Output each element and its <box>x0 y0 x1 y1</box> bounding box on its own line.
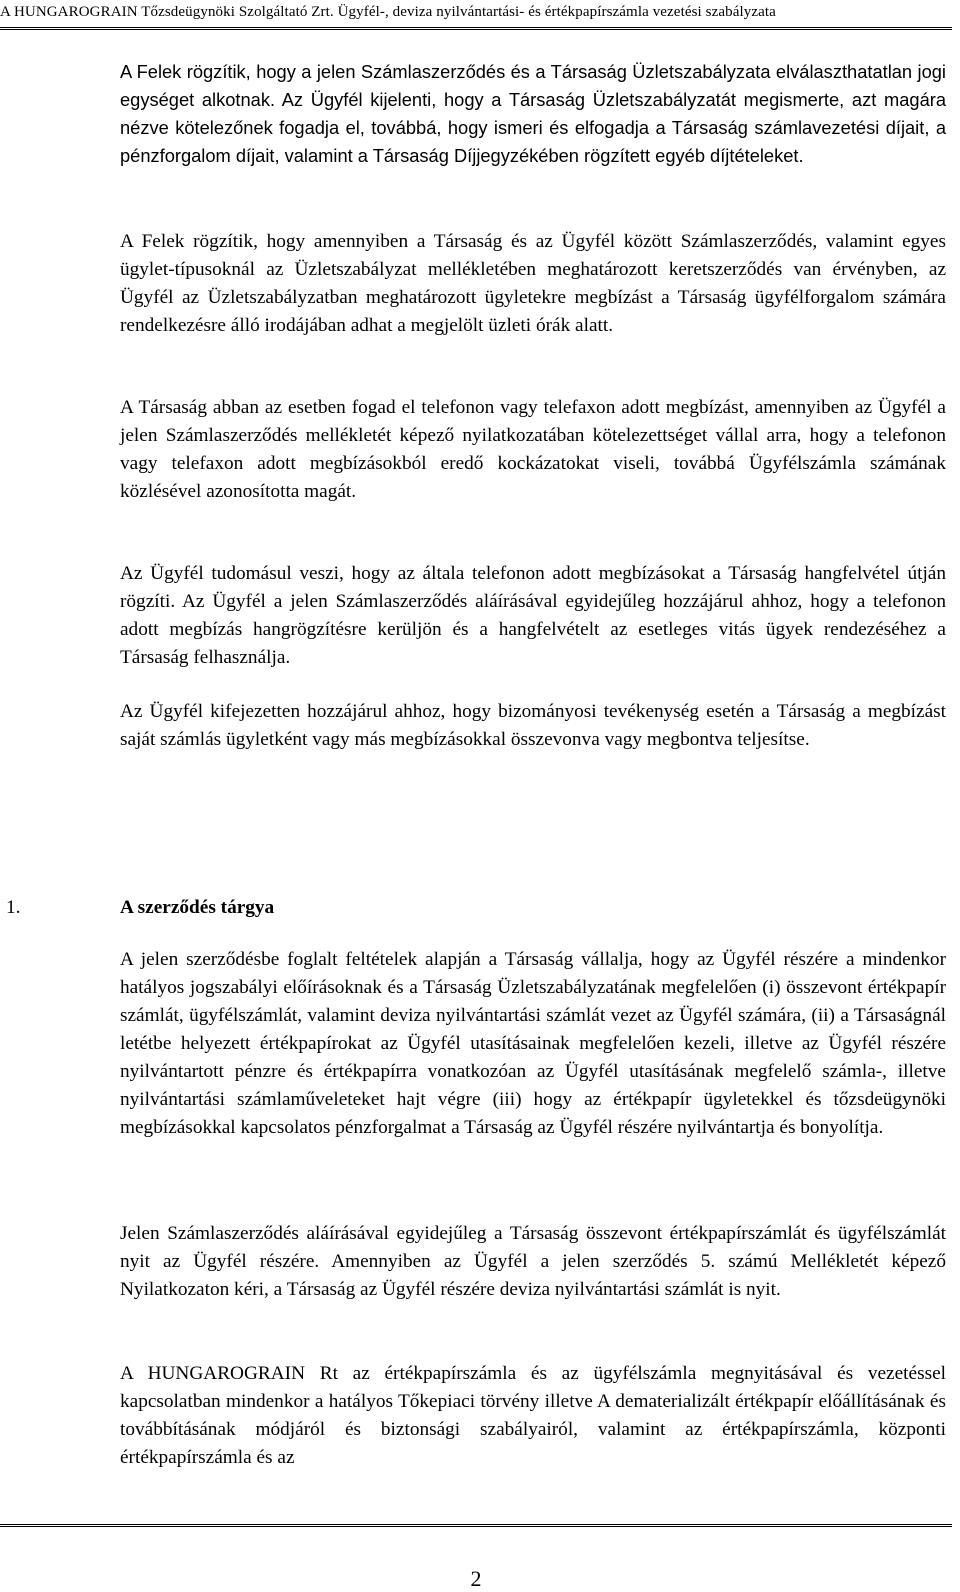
paragraph-order-placement: A Felek rögzítik, hogy amennyiben a Társaság és az Ügyfél között Számlaszerződés, valamint egyes ügylet-típusoknál az Üzletszabályzat mellékletében meghatározott keretszerződés van érvényben, az Ügyfél az Üzletszabályzatban meghatározott ügyletekre megbízást a Társaság ügyfélforgalom számára rendelkezésre álló irodájában adhat a megjelölt üzleti órák alatt. <box>120 231 946 336</box>
section-number: 1. <box>6 897 21 918</box>
paragraph-commission-execution: Az Ügyfél kifejezetten hozzájárul ahhoz, hogy bizományosi tevékenység esetén a Társaság a megbízást saját számlás ügyletként vagy más megbízásokkal összevonva vagy megbontva teljesítse. <box>120 701 946 750</box>
page-number: 2 <box>470 1566 482 1591</box>
footer-rule <box>0 1524 952 1527</box>
paragraph-contract-subject: A jelen szerződésbe foglalt feltételek alapján a Társaság vállalja, hogy az Ügyfél részére a mindenkor hatályos jogszabályi előírásoknak és a Társaság Üzletszabályzatának megfelelően (i) összevont értékpapír számlát, ügyfélszámlát, valamint deviza nyilvántartási számlát vezet az Ügyfél számára, (ii) a Társaságnál letétbe helyezett értékpapírokat az Ügyfél utasításainak megfelelően kezeli, illetve az Ügyfél részére nyilvántartott pénzre és értékpapírra vonatkozóan az Ügyfél utasításának megfelelő számla-, illetve nyilvántartási számlaműveleteket hajt végre (iii) hogy az értékpapír ügyletekkel és tőzsdeügynöki megbízásokkal kapcsolatos pénzforgalmat a Társaság az Ügyfél részére nyilvántartja és bonyolítja. <box>120 949 946 1138</box>
header-rule <box>0 27 952 30</box>
paragraph-phone-fax-orders: A Társaság abban az esetben fogad el telefonon vagy telefaxon adott megbízást, amennyiben az Ügyfél a jelen Számlaszerződés mellékletét képező nyilatkozatában kötelezettséget vállal arra, hogy a telefonon vagy telefaxon adott megbízásokból eredő kockázatokat viseli, továbbá Ügyfélszámla számának közlésével azonosította magát. <box>120 397 946 502</box>
paragraph-account-opening: Jelen Számlaszerződés aláírásával egyidejűleg a Társaság összevont értékpapírszámlát és ügyfélszámlát nyit az Ügyfél részére. Amennyiben az Ügyfél a jelen szerződés 5. számú Mellékletét képező Nyilatkozaton kéri, a Társaság az Ügyfél részére deviza nyilvántartási számlát is nyit. <box>120 1223 946 1300</box>
paragraph-voice-recording: Az Ügyfél tudomásul veszi, hogy az általa telefonon adott megbízásokat a Társaság hangfelvétel útján rögzíti. Az Ügyfél a jelen Számlaszerződés aláírásával egyidejűleg hozzájárul ahhoz, hogy a telefonon adott megbízás hangrögzítésre kerüljön és a hangfelvételt az esetleges vitás ügyek rendezéséhez a Társaság felhasználja. <box>120 563 946 668</box>
paragraph-legal-framework: A HUNGAROGRAIN Rt az értékpapírszámla és az ügyfélszámla megnyitásával és vezetéssel kapcsolatban mindenkor a hatályos Tőkepiaci törvény illetve A dematerializált értékpapír előállításának és továbbításának módjáról és biztonsági szabályairól, valamint az értékpapírszámla, központi értékpapírszámla és az <box>120 1363 946 1468</box>
paragraph-terms-acceptance: A Felek rögzítik, hogy a jelen Számlaszerződés és a Társaság Üzletszabályzata elválaszthatatlan jogi egységet alkotnak. Az Ügyfél kijelenti, hogy a Társaság Üzletszabályzatát megismerte, azt magára nézve kötelezőnek fogadja el, továbbá, hogy ismeri és elfogadja a Társaság számlavezetési díjait, a pénzforgalom díjait, valamint a Társaság Díjjegyzékében rögzített egyéb díjtételeket. <box>120 61 946 166</box>
section-title: A szerződés tárgya <box>120 897 275 918</box>
running-header: A HUNGAROGRAIN Tőzsdeügynöki Szolgáltató Zrt. Ügyfél-, deviza nyilvántartási- és értékpapírszámla vezetési szabályzata <box>0 4 776 20</box>
